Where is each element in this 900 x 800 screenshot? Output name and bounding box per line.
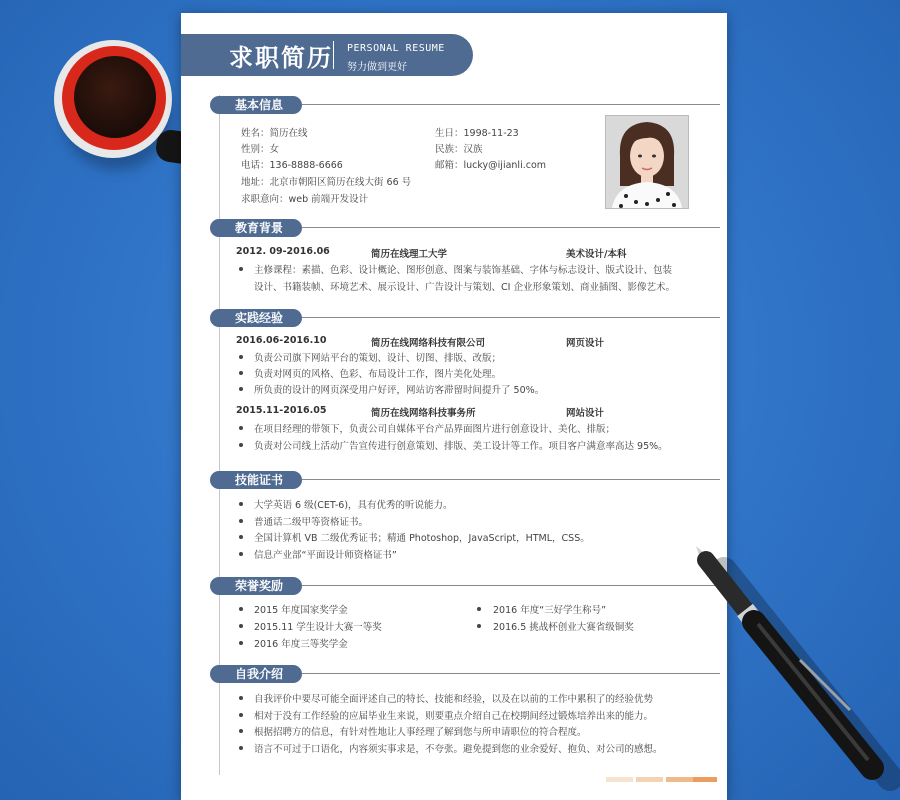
bullet — [239, 696, 243, 700]
practice-2-item: 负责对公司线上活动广告宣传进行创意策划、排版、美工设计等工作。项目客户满意率高达 95%。 — [254, 441, 668, 452]
honor-item: 2016 年度“三好学生称号” — [493, 605, 607, 616]
intro-item: 自我评价中要尽可能全面评述自己的特长、技能和经验，以及在以前的工作中累积了的经验优势 — [254, 694, 654, 705]
basic-ethnicity: 民族：汉族 — [435, 144, 483, 155]
bullet — [239, 502, 243, 506]
section-practice-title: 实践经验 — [210, 309, 302, 327]
section-honors-title: 荣誉奖励 — [210, 577, 302, 595]
basic-email: 邮箱：lucky@ijianli.com — [435, 160, 547, 171]
skill-item: 大学英语 6 级(CET-6)，具有优秀的听说能力。 — [254, 500, 453, 511]
intro-item: 语言不可过于口语化，内容须实事求是，不夸张。避免提到您的业余爱好、抱负、对公司的感想。 — [254, 744, 663, 755]
honor-item: 2015.11 学生设计大赛一等奖 — [254, 622, 382, 633]
practice-2-item: 在项目经理的带领下，负责公司自媒体平台产品界面图片进行创意设计、美化、排版； — [254, 424, 616, 435]
bullet — [239, 535, 243, 539]
bullet — [239, 641, 243, 645]
section-intro-title: 自我介绍 — [210, 665, 302, 683]
intro-item: 相对于没有工作经验的应届毕业生来说，则要重点介绍自己在校期间经过锻炼培养出来的能力。 — [254, 711, 654, 722]
bullet — [239, 552, 243, 556]
bullet — [477, 624, 481, 628]
resume-slogan: 努力做到更好 — [347, 62, 407, 73]
section-divider — [302, 104, 720, 105]
bullet — [477, 607, 481, 611]
education-major: 美术设计/本科 — [566, 249, 627, 260]
practice-1-item: 负责对网页的风格、色彩、布局设计工作，图片美化处理。 — [254, 369, 502, 380]
section-basic-title: 基本信息 — [210, 96, 302, 114]
resume-title-en: PERSONAL RESUME — [347, 43, 445, 54]
honor-item: 2016.5 挑战杯创业大赛省级铜奖 — [493, 622, 634, 633]
section-divider — [302, 479, 720, 480]
section-education-title: 教育背景 — [210, 219, 302, 237]
pen-decoration — [640, 540, 900, 800]
bullet — [239, 355, 243, 359]
coffee-cup-decoration — [48, 40, 188, 160]
basic-phone: 电话：136-8888-6666 — [241, 160, 343, 171]
bullet — [239, 729, 243, 733]
bullet — [239, 426, 243, 430]
bullet — [239, 519, 243, 523]
education-period: 2012. 09-2016.06 — [236, 246, 330, 257]
practice-1-period: 2016.06-2016.10 — [236, 335, 327, 346]
bullet — [239, 746, 243, 750]
banner-divider — [333, 41, 334, 69]
basic-address: 地址：北京市朝阳区简历在线大街 66 号 — [241, 177, 412, 188]
bullet — [239, 371, 243, 375]
practice-2-role: 网站设计 — [566, 408, 605, 419]
skill-item: 信息产业部“平面设计师资格证书” — [254, 550, 397, 561]
bullet — [239, 713, 243, 717]
section-skills-title: 技能证书 — [210, 471, 302, 489]
basic-gender: 性别：女 — [241, 144, 280, 155]
skill-item: 普通话二级甲等资格证书。 — [254, 517, 369, 528]
resume-title: 求职简历 — [229, 44, 333, 72]
honor-item: 2015 年度国家奖学金 — [254, 605, 348, 616]
bullet — [239, 387, 243, 391]
title-banner — [181, 34, 473, 76]
intro-item: 根据招聘方的信息，有针对性地让人事经理了解到您与所申请职位的符合程度。 — [254, 727, 587, 738]
practice-2-company: 简历在线网络科技事务所 — [371, 408, 476, 419]
practice-1-item: 所负责的设计的网页深受用户好评，网站访客滞留时间提升了 50%。 — [254, 385, 545, 396]
practice-1-company: 简历在线网络科技有限公司 — [371, 338, 486, 349]
coffee-surface — [74, 56, 156, 138]
basic-birth: 生日：1998-11-23 — [435, 128, 519, 139]
education-courses-line1: 主修课程：素描、色彩、设计概论、图形创意、图案与装饰基础、字体与标志设计、版式设计、包装 — [254, 265, 673, 276]
practice-1-item: 负责公司旗下网站平台的策划、设计、切图、排版、改版； — [254, 353, 502, 364]
section-divider — [302, 227, 720, 228]
footer-bar — [606, 777, 633, 782]
honor-item: 2016 年度三等奖学金 — [254, 639, 348, 650]
bullet — [239, 267, 243, 271]
basic-name: 姓名：简历在线 — [241, 128, 308, 139]
section-divider — [302, 317, 720, 318]
bullet — [239, 607, 243, 611]
basic-objective: 求职意向：web 前端开发设计 — [241, 194, 369, 205]
profile-photo — [605, 115, 689, 209]
education-school: 简历在线理工大学 — [371, 249, 448, 260]
education-courses-line2: 设计、书籍装帧、环境艺术、展示设计、广告设计与策划、CI 企业形象策划、商业插图、影像艺术。 — [254, 282, 675, 293]
bullet — [239, 624, 243, 628]
skill-item: 全国计算机 VB 二级优秀证书；精通 Photoshop，JavaScript，HTML，CSS。 — [254, 533, 590, 544]
practice-2-period: 2015.11-2016.05 — [236, 405, 327, 416]
practice-1-role: 网页设计 — [566, 338, 605, 349]
bullet — [239, 443, 243, 447]
